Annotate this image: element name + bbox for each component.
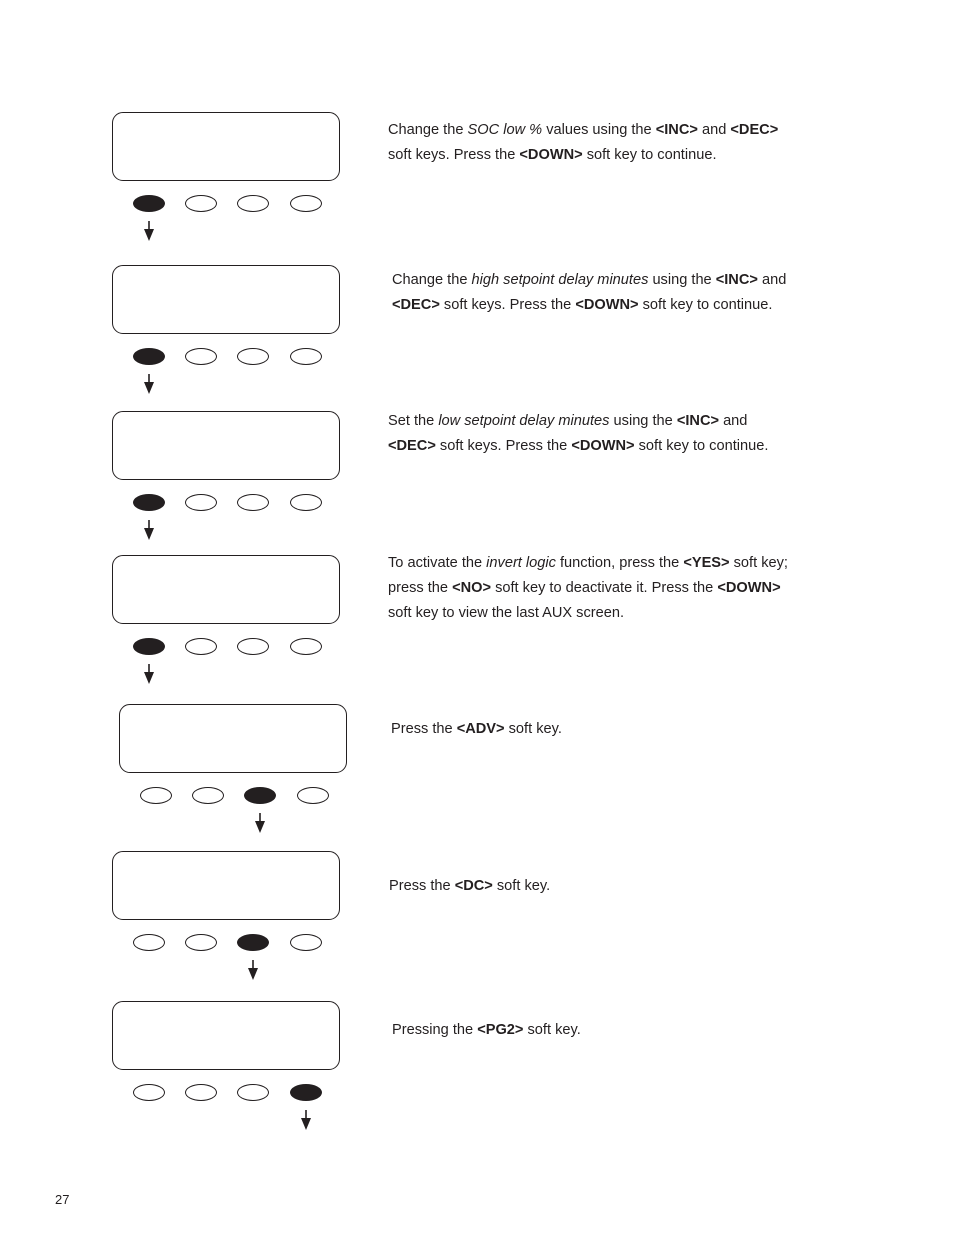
description-text: soft key. [492,878,551,894]
soft-key-4[interactable] [297,787,329,804]
lcd-screen [112,851,340,920]
description-text: values using the [542,122,656,138]
description-text: and [719,413,748,429]
soft-key-2[interactable] [185,494,217,511]
soft-key-3[interactable] [237,348,269,365]
soft-key-3[interactable] [244,787,276,804]
description-text: using the [648,272,716,288]
step-description [392,1018,822,1043]
soft-key-2[interactable] [185,638,217,655]
description-text: soft key to continue. [582,147,717,163]
soft-key-3[interactable] [237,638,269,655]
key-name: <INC> [676,413,720,429]
soft-key-2[interactable] [185,934,217,951]
key-name: <INC> [715,272,758,288]
soft-key-1[interactable] [140,787,172,804]
description-text: To activate the [388,555,487,571]
description-text: soft keys. Press the [435,438,572,454]
arrow-down-icon [143,221,155,241]
soft-key-2[interactable] [185,195,217,212]
soft-key-4[interactable] [290,934,322,951]
key-name: <DOWN> [519,147,583,163]
step-description [389,874,819,899]
key-name: <NO> [452,580,492,596]
soft-key-2[interactable] [185,1084,217,1101]
key-name: <DOWN> [571,438,635,454]
arrow-down-icon [247,960,259,980]
lcd-screen [119,704,347,773]
description-text: Pressing the [392,1022,478,1038]
arrow-down-icon [254,813,266,833]
key-name: <DC> [454,878,493,894]
soft-key-1[interactable] [133,638,165,655]
description-text: Press the [389,878,455,894]
description-text: soft keys. Press the [439,297,576,313]
step-description [388,551,818,626]
description-text: soft keys. Press the [388,147,520,163]
key-name: <DEC> [730,122,779,138]
key-name: <ADV> [456,721,505,737]
description-text: and [697,122,731,138]
key-name: <DOWN> [575,297,639,313]
description-text: high setpoint delay minutes [471,272,649,288]
description-text: soft key to continue. [638,297,773,313]
key-name: <DEC> [388,438,436,454]
description-text: and [757,272,787,288]
key-name: <DEC> [392,297,440,313]
description-text: low setpoint delay minutes [438,413,610,429]
lcd-screen [112,1001,340,1070]
description-text: soft key. [523,1022,581,1038]
soft-key-1[interactable] [133,934,165,951]
description-text: Change the [388,122,468,138]
soft-key-4[interactable] [290,494,322,511]
soft-key-4[interactable] [290,1084,322,1101]
description-text: soft key to deactivate it. Press the [491,580,718,596]
description-text: soft key to continue. [634,438,769,454]
step-description [392,268,822,318]
arrow-down-icon [300,1110,312,1130]
key-name: <INC> [655,122,698,138]
lcd-screen [112,555,340,624]
arrow-down-icon [143,664,155,684]
key-name: <PG2> [477,1022,524,1038]
description-text: press the [388,580,453,596]
description-text: soft key to view the last AUX screen. [388,605,625,621]
description-text: soft key; [729,555,788,571]
description-text: SOC low % [467,122,543,138]
soft-key-1[interactable] [133,348,165,365]
soft-key-4[interactable] [290,195,322,212]
description-text: invert logic [486,555,556,571]
description-text: Change the [392,272,472,288]
soft-key-1[interactable] [133,1084,165,1101]
step-description [391,717,821,742]
key-name: <YES> [683,555,730,571]
arrow-down-icon [143,374,155,394]
lcd-screen [112,112,340,181]
page-number: 27 [55,1192,70,1207]
soft-key-1[interactable] [133,195,165,212]
arrow-down-icon [143,520,155,540]
description-text: using the [609,413,677,429]
soft-key-4[interactable] [290,348,322,365]
soft-key-4[interactable] [290,638,322,655]
step-description [388,118,818,168]
soft-key-3[interactable] [237,934,269,951]
soft-key-2[interactable] [185,348,217,365]
soft-key-3[interactable] [237,494,269,511]
key-name: <DOWN> [717,580,781,596]
description-text: soft key. [504,721,562,737]
soft-key-3[interactable] [237,1084,269,1101]
description-text: Press the [391,721,457,737]
description-text: function, press the [555,555,684,571]
lcd-screen [112,265,340,334]
lcd-screen [112,411,340,480]
step-description [388,409,818,459]
soft-key-3[interactable] [237,195,269,212]
soft-key-1[interactable] [133,494,165,511]
description-text: Set the [388,413,439,429]
soft-key-2[interactable] [192,787,224,804]
